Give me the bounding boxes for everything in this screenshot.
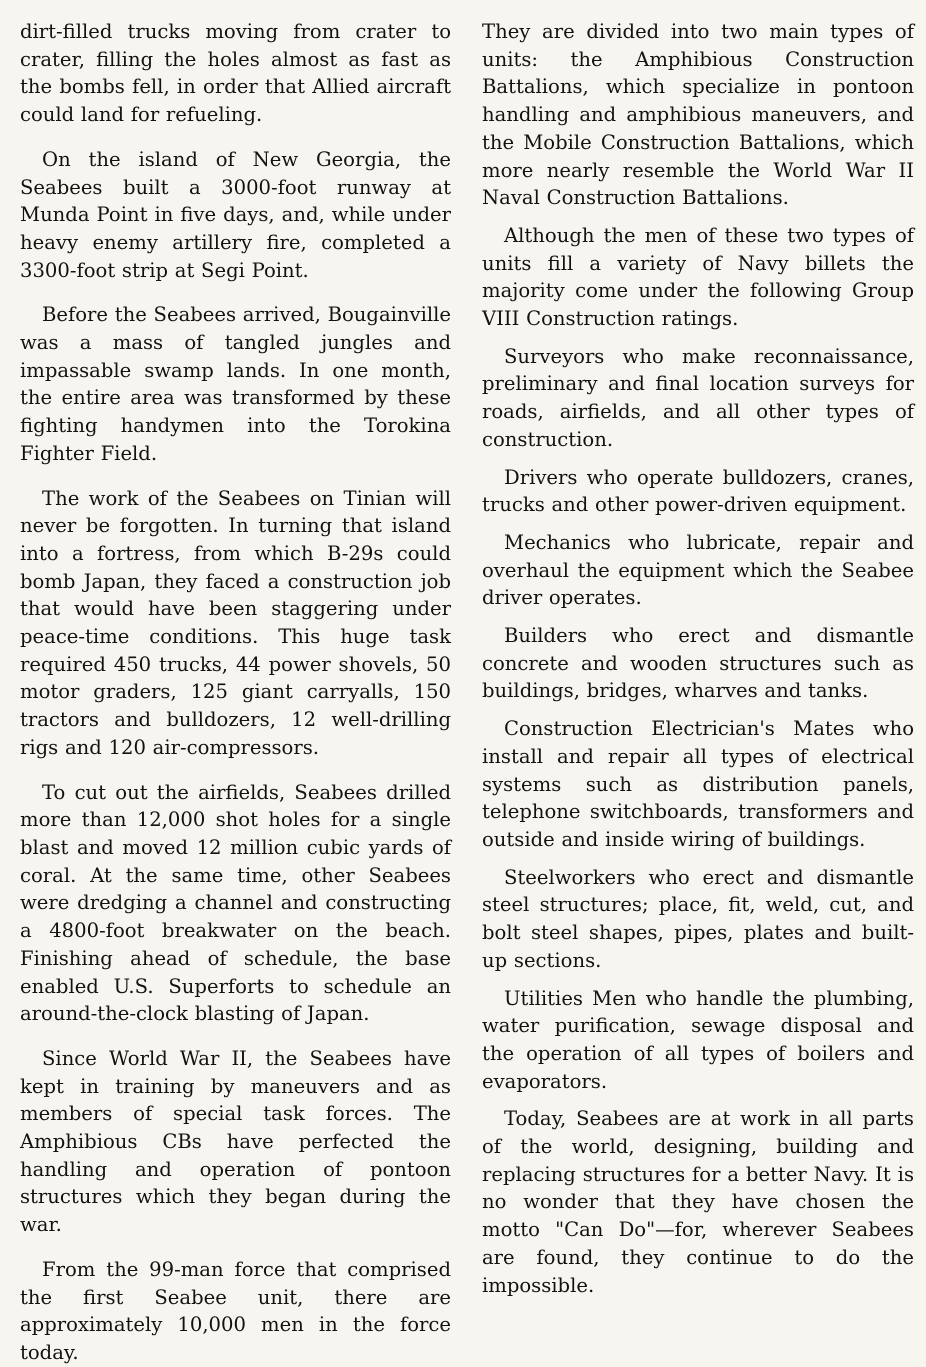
paragraph: Construction Electrician's Mates who install and repair all types of electrical systems such as distribution panels, telephone switchboards, transformers and outside and inside wiring of buildings. xyxy=(482,717,914,851)
paragraph: Steelworkers who erect and dismantle steel structures; place, fit, weld, cut, and bolt steel shapes, pipes, plates and built-up sections. xyxy=(482,865,914,972)
paragraph: Today, Seabees are at work in all parts of the world, designing, building and replacing structures for a better Navy. It is no wonder that they have chosen the motto "Can Do"—for, wherever Seabees are found, they continue to do the impossible. xyxy=(482,1107,914,1297)
right-column xyxy=(482,0,914,1299)
paragraph: From the 99-man force that comprised the first Seabee unit, there are approximately 10,000 men in the force today. xyxy=(20,1257,451,1364)
paragraph: Before the Seabees arrived, Bougainville was a mass of tangled jungles and impassable swamp lands. In one month, the entire area was transformed by these fighting handymen into the Torokina Fighter Field. xyxy=(20,303,452,465)
paragraph: The work of the Seabees on Tinian will never be forgotten. In turning that island into a fortress, from which B-29s could bomb Japan, they faced a construction job that would have been staggering under peace-time conditions. This huge task required 450 trucks, 44 power shovels, 50 motor graders, 125 giant carryalls, 150 tractors and bulldozers, 12 well-drilling rigs and 120 air-compressors. xyxy=(20,486,451,759)
paragraph: dirt-filled trucks moving from crater to crater, filling the holes almost as fast as the bombs fell, in order that Allied aircraft could land for refueling. xyxy=(20,20,451,127)
paragraph: Since World War II, the Seabees have kept in training by maneuvers and as members of special task forces. The Amphibious CBs have perfected the handling and operation of pontoon structures which they began during the war. xyxy=(20,1046,451,1237)
paragraph: Mechanics who lubricate, repair and overhaul the equipment which the Seabee driver operates. xyxy=(482,530,914,610)
paragraph: They are divided into two main types of units: the Amphibious Construction Battalions, which specialize in pontoon handling and amphibious maneuvers, and the Mobile Construction Battalions, which more nearly resemble the World War II Naval Construction Battalions. xyxy=(482,20,914,210)
paragraph: Drivers who operate bulldozers, cranes, trucks and other power-driven equipment. xyxy=(482,465,914,517)
paragraph: Builders who erect and dismantle concrete and wooden structures such as buildings, bridges, wharves and tanks. xyxy=(482,624,914,703)
left-column xyxy=(20,0,451,1367)
paragraph: Although the men of these two types of units fill a variety of Navy billets the majority come under the following Group VIII Construction ratings. xyxy=(482,223,914,331)
paragraph: On the island of New Georgia, the Seabees built a 3000-foot runway at Munda Point in five days, and, while under heavy enemy artillery fire, completed a 3300-foot strip at Segi Point. xyxy=(20,147,451,282)
paragraph: To cut out the airfields, Seabees drilled more than 12,000 shot holes for a single blast and moved 12 million cubic yards of coral. At the same time, other Seabees were dredging a channel and constructing a 4800-foot breakwater on the beach. Finishing ahead of schedule, the base enabled U.S. Superforts to schedule an around-the-clock blasting of Japan. xyxy=(20,780,451,1026)
paragraph: Utilities Men who handle the plumbing, water purification, sewage disposal and the operation of all types of boilers and evaporators. xyxy=(482,986,914,1093)
paragraph: Surveyors who make reconnaissance, preliminary and final location surveys for roads, airfields, and all other types of construction. xyxy=(482,344,914,451)
